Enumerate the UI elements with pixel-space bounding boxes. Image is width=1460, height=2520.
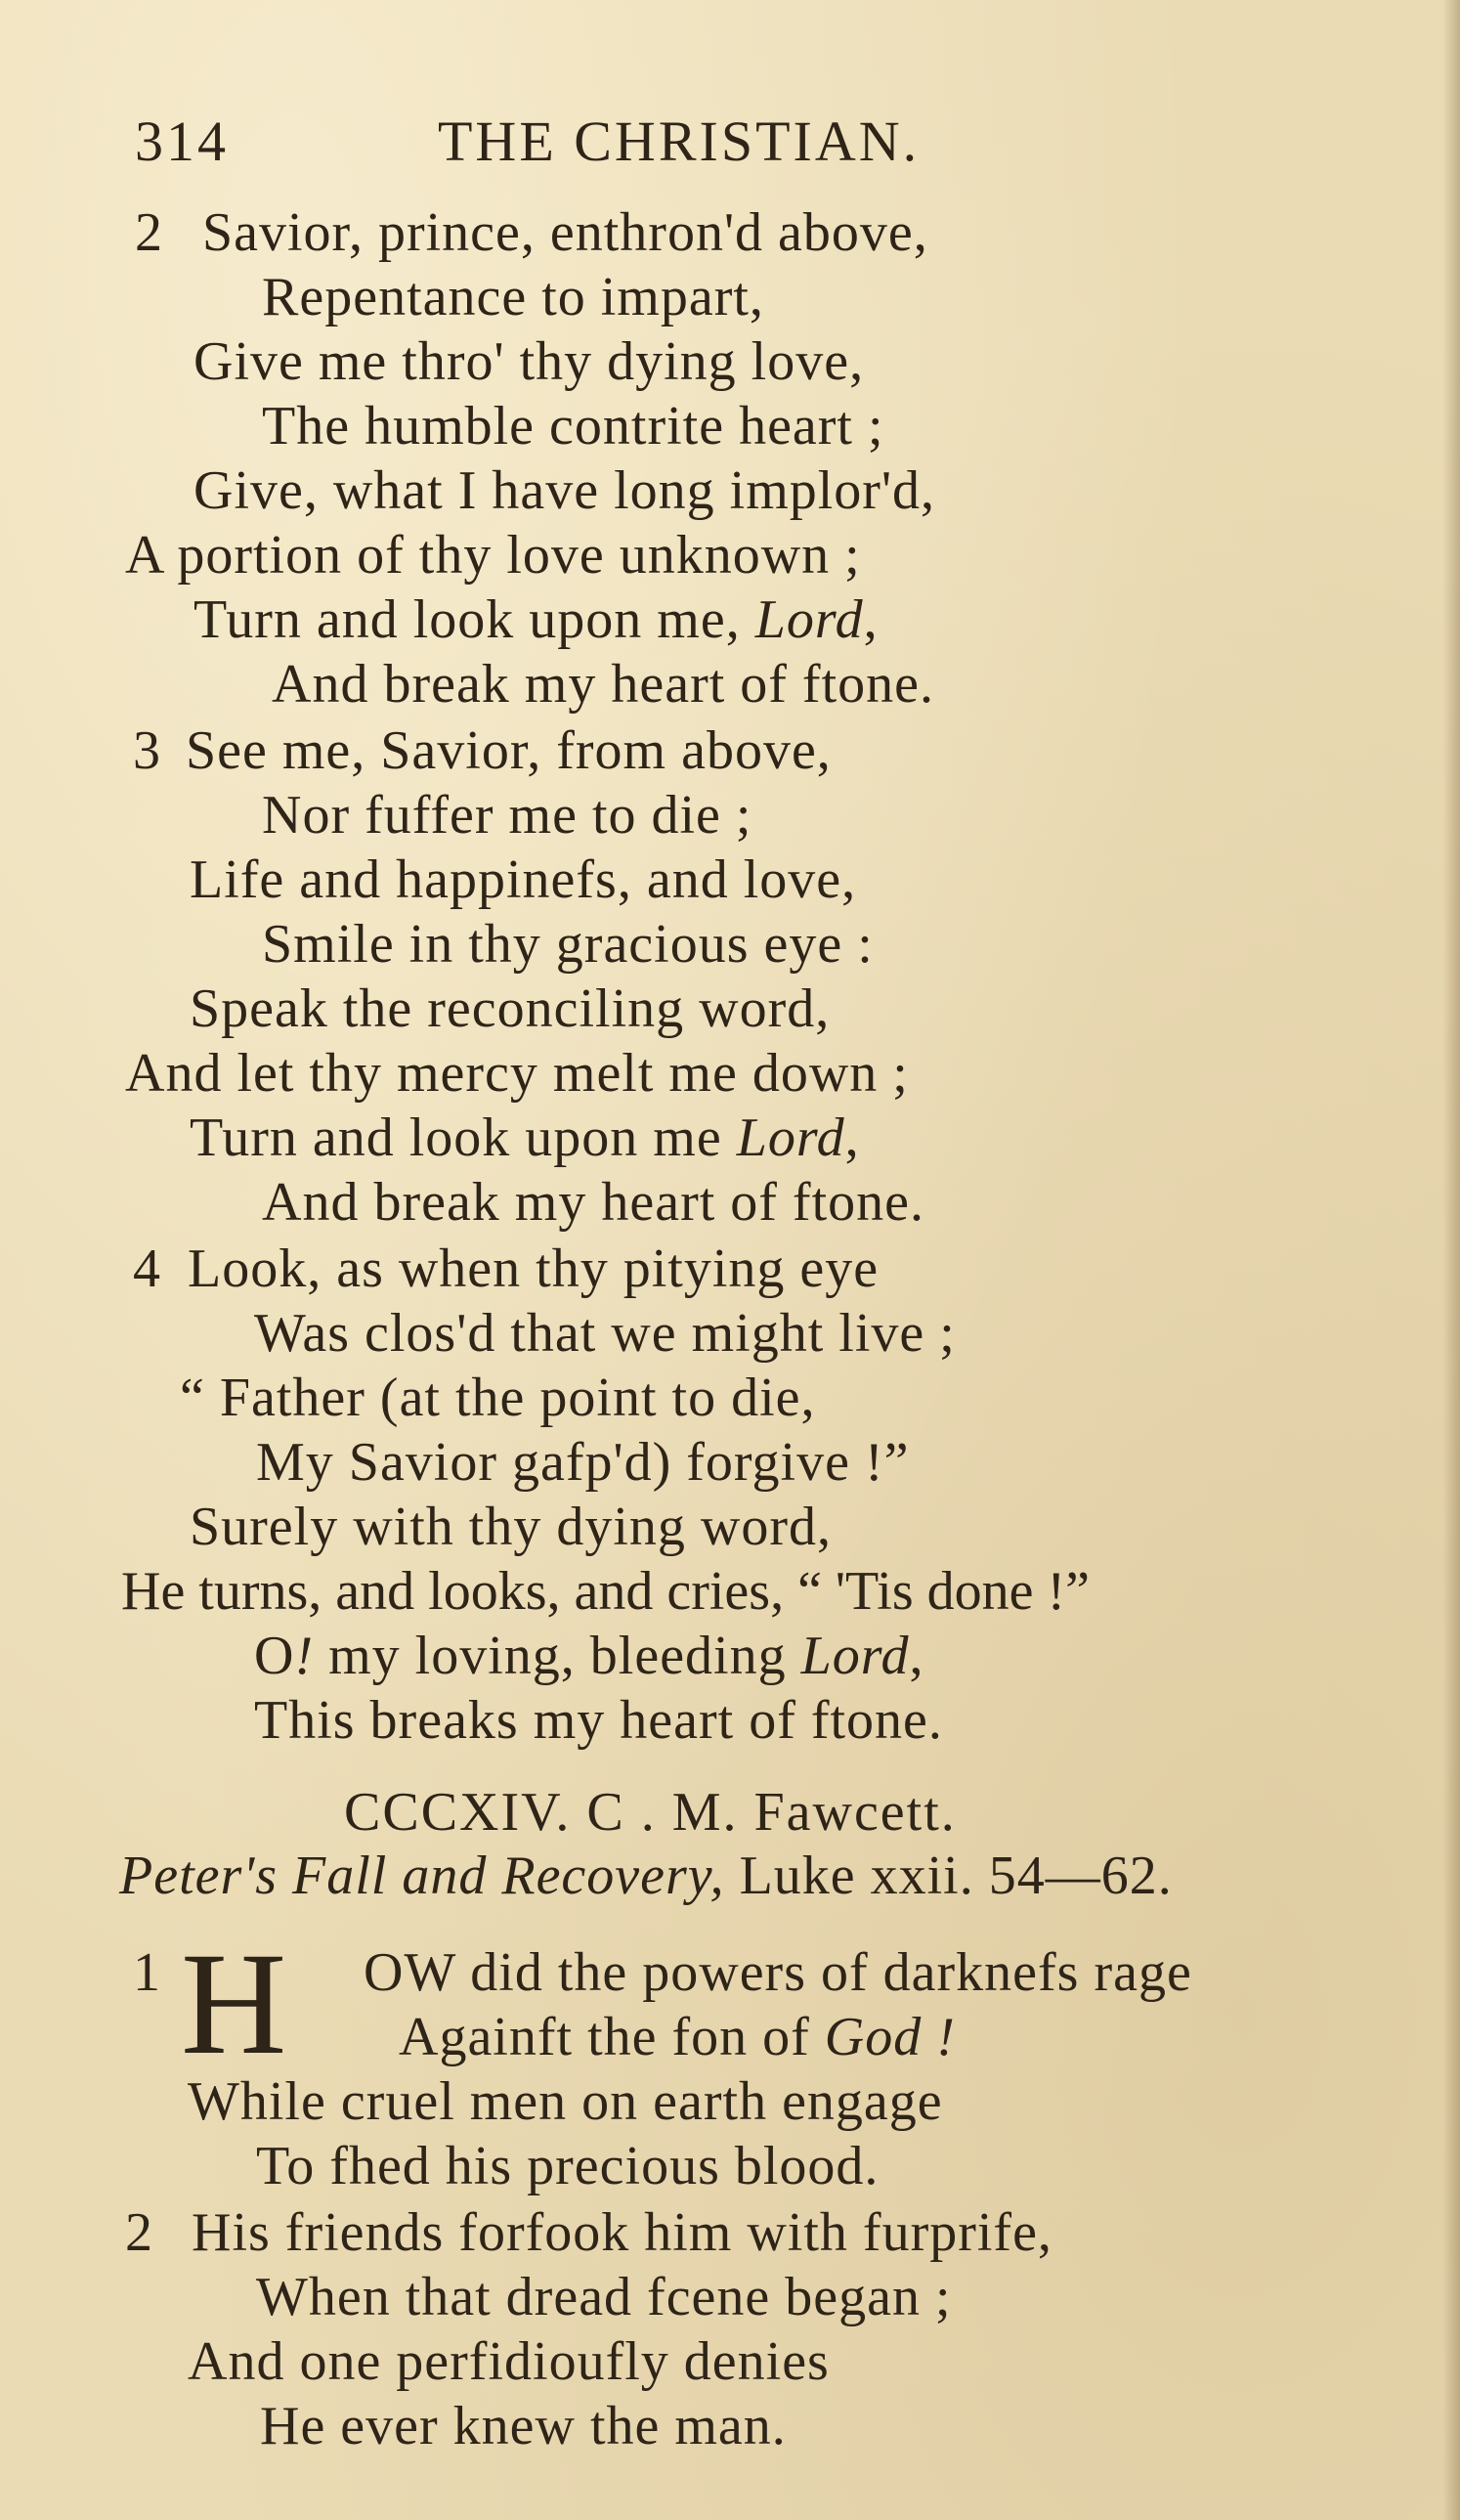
drop-cap: H bbox=[181, 1923, 287, 2085]
verse-line: A portion of thy love unknown ; bbox=[125, 525, 861, 586]
page-number: 314 bbox=[135, 109, 229, 173]
verse-line: Turn and look upon me Lord, bbox=[190, 1108, 860, 1168]
verse-number: 2 bbox=[135, 202, 162, 263]
verse-line: When that dread fcene began ; bbox=[256, 2267, 952, 2327]
verse-line: Savior, prince, enthron'd above, bbox=[202, 202, 928, 263]
verse-line: Speak the reconciling word, bbox=[190, 978, 831, 1039]
verse-line: My Savior gafp'd) forgive !” bbox=[256, 1432, 910, 1493]
verse-line: And let thy mercy melt me down ; bbox=[125, 1043, 909, 1104]
verse-line: Look, as when thy pitying eye bbox=[188, 1238, 880, 1299]
verse-line: Againft the fon of God ! bbox=[399, 2007, 956, 2067]
hymn-subtitle bbox=[119, 1845, 1173, 1907]
verse-line: Was clos'd that we might live ; bbox=[254, 1303, 956, 1364]
verse-line: He ever knew the man. bbox=[260, 2396, 787, 2456]
verse-number: 2 bbox=[125, 2202, 152, 2263]
verse-line: Repentance to impart, bbox=[262, 267, 764, 327]
verse-line: “ Father (at the point to die, bbox=[180, 1368, 816, 1428]
verse-line: Turn and look upon me, Lord, bbox=[193, 589, 879, 650]
running-title: THE CHRISTIAN. bbox=[438, 109, 921, 173]
verse-line: Life and happinefs, and love, bbox=[190, 849, 857, 910]
verse-line: While cruel men on earth engage bbox=[188, 2071, 943, 2132]
verse-number: 1 bbox=[133, 1942, 160, 2003]
scripture-reference: Luke xxii. 54—62. bbox=[739, 1846, 1173, 1906]
verse-number: 3 bbox=[133, 720, 160, 781]
hymn-heading: CCCXIV. C . M. Fawcett. bbox=[344, 1782, 957, 1843]
verse-line: He turns, and looks, and cries, “ 'Tis done !” bbox=[121, 1561, 1090, 1622]
verse-line: To fhed his precious blood. bbox=[256, 2136, 880, 2196]
hymn-subtitle-title: Peter's Fall and Recovery, bbox=[119, 1846, 725, 1906]
verse-line: And break my heart of ftone. bbox=[272, 654, 934, 715]
verse-number: 4 bbox=[133, 1238, 160, 1299]
verse-line: This breaks my heart of ftone. bbox=[254, 1690, 943, 1751]
verse-line: Smile in thy gracious eye : bbox=[262, 914, 874, 975]
verse-line: Give, what I have long implor'd, bbox=[193, 460, 936, 521]
verse-line: And one perfidioufly denies bbox=[188, 2331, 830, 2392]
verse-line: See me, Savior, from above, bbox=[186, 720, 832, 781]
page-edge-shadow bbox=[1442, 0, 1460, 2520]
verse-line: Surely with thy dying word, bbox=[190, 1497, 832, 1557]
verse-line: His friends forfook him with furprife, bbox=[192, 2202, 1052, 2263]
verse-line: And break my heart of ftone. bbox=[262, 1172, 924, 1233]
verse-line: OW did the powers of darknefs rage bbox=[364, 1942, 1192, 2003]
verse-line: The humble contrite heart ; bbox=[262, 396, 884, 456]
verse-line: O! my loving, bleeding Lord, bbox=[254, 1626, 924, 1686]
verse-line: Nor fuffer me to die ; bbox=[262, 785, 752, 846]
verse-line: Give me thro' thy dying love, bbox=[193, 331, 865, 392]
